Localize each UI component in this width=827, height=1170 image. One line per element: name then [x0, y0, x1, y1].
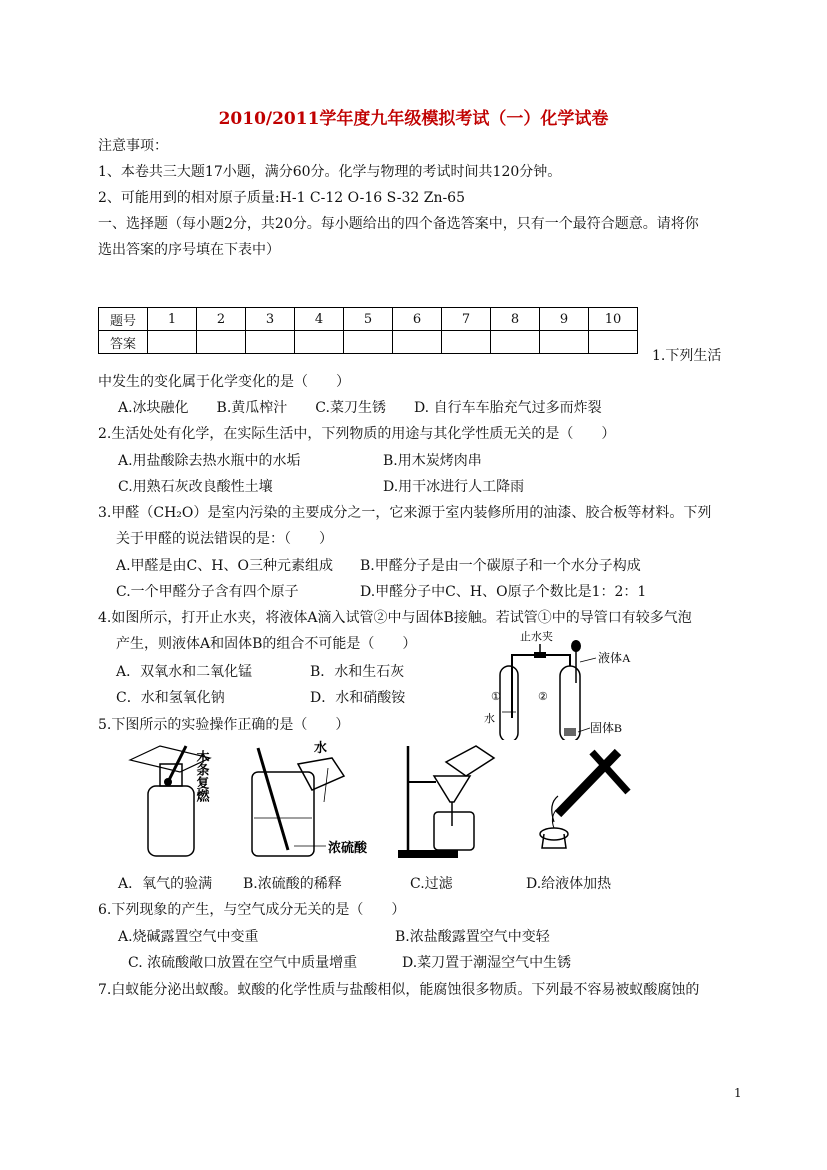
notice-item-1: 1、本卷共三大题17小题，满分60分。化学与物理的考试时间共120分钟。 — [98, 164, 562, 180]
q6-option-d: D.菜刀置于潮湿空气中生锈 — [402, 955, 572, 971]
q2-option-b: B.用木炭烤肉串 — [383, 453, 482, 469]
answer-cell[interactable] — [197, 331, 246, 354]
notice-item-2: 2、可能用到的相对原子质量:H-1 C-12 O-16 S-32 Zn-65 — [98, 190, 466, 206]
answer-cell[interactable] — [344, 331, 393, 354]
answer-table-answer-row — [99, 331, 638, 354]
table-cell-number: 2 — [197, 308, 246, 331]
table-label-number: 题号 — [99, 308, 148, 331]
answer-table-number-row — [99, 308, 638, 331]
table-cell-number: 8 — [491, 308, 540, 331]
answer-cell[interactable] — [442, 331, 491, 354]
q3-option-b: B.甲醛分子是由一个碳原子和一个水分子构成 — [360, 558, 641, 574]
table-cell-number: 10 — [589, 308, 638, 331]
q5-figure-c-filtration — [396, 742, 506, 860]
table-cell-number: 1 — [148, 308, 197, 331]
q4-stem-1: 4.如图所示，打开止水夹，将液体A滴入试管②中与固体B接触。若试管①中的导管口有较多气泡 — [98, 610, 692, 626]
answer-cell[interactable] — [589, 331, 638, 354]
q4-option-a: A．双氧水和二氧化锰 — [116, 664, 253, 680]
q3-option-d: D.甲醛分子中C、H、O原子个数比是1：2：1 — [360, 584, 647, 600]
q6-option-b: B.浓盐酸露置空气中变轻 — [395, 929, 550, 945]
clamp-label: 止水夹 — [520, 631, 553, 643]
q4-stem-2: 产生，则液体A和固体B的组合不可能是（ ） — [116, 636, 417, 652]
q5-option-b: B.浓硫酸的稀释 — [243, 876, 342, 892]
q1-stem-start: 1.下列生活 — [652, 348, 722, 364]
q4-option-d: D．水和硝酸铵 — [310, 690, 406, 706]
water-label-b: 水 — [314, 740, 328, 755]
table-cell-number: 4 — [295, 308, 344, 331]
q3-stem-1: 3.甲醛（CH₂O）是室内污染的主要成分之一，它来源于室内装修所用的油漆、胶合板等材料。下列 — [98, 505, 712, 521]
q2-stem: 2.生活处处有化学，在实际生活中，下列物质的用途与其化学性质无关的是（ ） — [98, 426, 616, 442]
q3-stem-2: 关于甲醛的说法错误的是：（ ） — [116, 531, 333, 547]
exam-title: 2010/2011学年度九年级模拟考试（一）化学试卷 — [218, 109, 609, 129]
q1-stem: 中发生的变化属于化学变化的是（ ） — [98, 374, 350, 390]
table-cell-number: 5 — [344, 308, 393, 331]
answer-cell[interactable] — [148, 331, 197, 354]
answer-cell[interactable] — [540, 331, 589, 354]
q5-figure-a-oxygen-test — [120, 738, 230, 858]
page-number: 1 — [734, 1086, 742, 1100]
q5-figure-d-heating — [528, 744, 638, 854]
answer-cell[interactable] — [295, 331, 344, 354]
q6-stem: 6.下列现象的产生，与空气成分无关的是（ ） — [98, 902, 406, 918]
test-tube-1 — [500, 666, 518, 740]
answer-cell[interactable] — [246, 331, 295, 354]
table-cell-number: 6 — [393, 308, 442, 331]
q1-options: A.冰块融化 B.黄瓜榨汁 C.菜刀生锈 D. 自行车车胎充气过多而炸裂 — [118, 400, 602, 416]
acid-label: 浓硫酸 — [328, 840, 368, 855]
q2-option-a: A.用盐酸除去热水瓶中的水垢 — [118, 453, 301, 469]
tube2-label: ② — [538, 691, 548, 703]
q5-stem: 5.下图所示的实验操作正确的是（ ） — [98, 717, 350, 733]
answer-cell[interactable] — [393, 331, 442, 354]
q6-option-c: C. 浓硫酸敞口放置在空气中质量增重 — [128, 955, 358, 971]
q5-figure-b-dilution — [232, 738, 382, 860]
liquid-a-label: 液体A — [598, 651, 631, 665]
q4-option-c: C．水和氢氧化钠 — [116, 690, 225, 706]
q3-option-a: A.甲醛是由C、H、O三种元素组成 — [116, 558, 333, 574]
answer-cell[interactable] — [491, 331, 540, 354]
q7-stem: 7.白蚁能分泌出蚁酸。蚁酸的化学性质与盐酸相似，能腐蚀很多物质。下列最不容易被蚁酸腐蚀的 — [98, 982, 700, 998]
wood-stick-label: 木条复燃 — [194, 750, 210, 802]
dropper-bulb-icon — [571, 640, 581, 652]
solid-b-label: 固体B — [590, 721, 623, 735]
q6-option-a: A.烧碱露置空气中变重 — [118, 929, 259, 945]
table-cell-number: 7 — [442, 308, 491, 331]
table-cell-number: 3 — [246, 308, 295, 331]
q5-option-c: C.过滤 — [410, 876, 453, 892]
answer-table — [98, 307, 638, 354]
section1-line1: 一、选择题（每小题2分，共20分。每小题给出的四个备选答案中，只有一个最符合题意。请将你 — [98, 216, 699, 232]
section1-line2: 选出答案的序号填在下表中） — [98, 242, 280, 258]
water-label: 水 — [484, 713, 495, 725]
q2-option-d: D.用干冰进行人工降雨 — [383, 479, 525, 495]
q5-option-a: A．氧气的验满 — [118, 876, 213, 892]
q4-apparatus-figure — [478, 628, 688, 740]
q2-option-c: C.用熟石灰改良酸性土壤 — [118, 479, 273, 495]
q5-option-d: D.给液体加热 — [526, 876, 612, 892]
q4-option-b: B．水和生石灰 — [310, 664, 405, 680]
table-cell-number: 9 — [540, 308, 589, 331]
notice-heading: 注意事项： — [98, 138, 168, 154]
table-label-answer: 答案 — [99, 331, 148, 354]
tube1-label: ① — [491, 691, 501, 703]
q3-option-c: C.一个甲醛分子含有四个原子 — [116, 584, 299, 600]
